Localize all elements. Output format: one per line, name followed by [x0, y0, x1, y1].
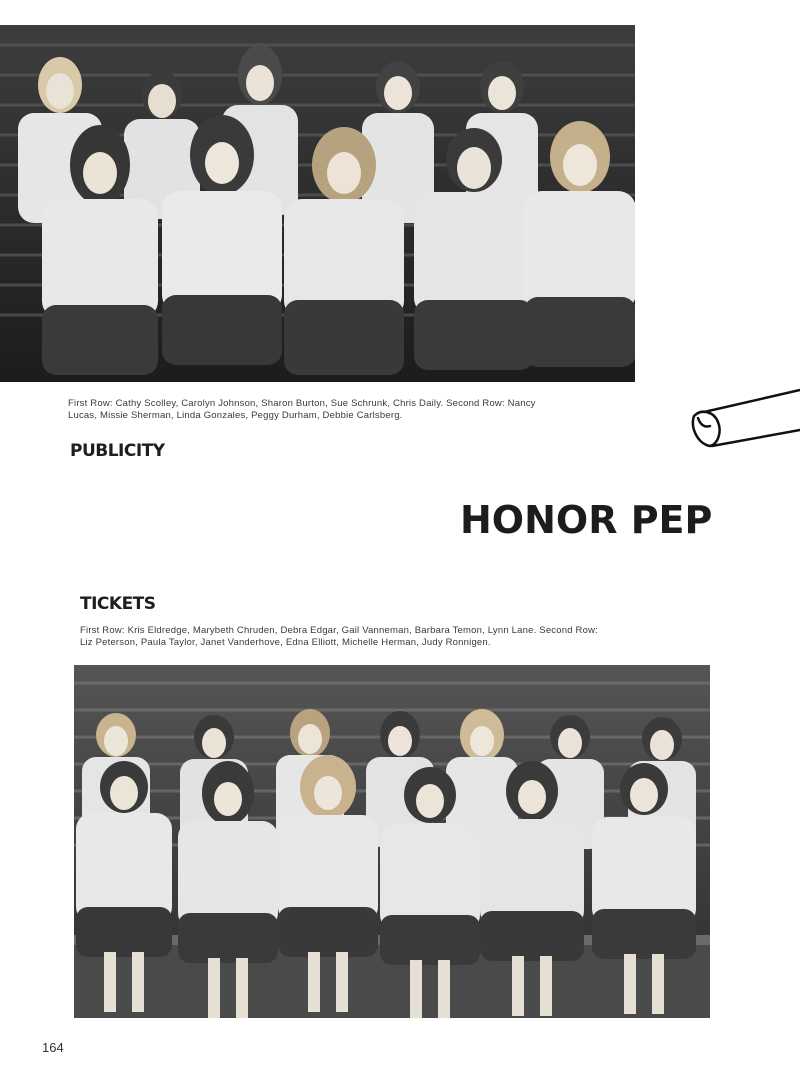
tickets-label: TICKETS — [80, 594, 156, 614]
tickets-caption-line-2: Liz Peterson, Paula Taylor, Janet Vanderhove, Edna Elliott, Michelle Herman, Judy Ronnigen. — [80, 637, 491, 648]
page-number: 164 — [42, 1040, 64, 1055]
publicity-caption-line-2: Lucas, Missie Sherman, Linda Gonzales, Peggy Durham, Debbie Carlsberg. — [68, 410, 403, 421]
tickets-caption-line-1: First Row: Kris Eldredge, Marybeth Chruden, Debra Edgar, Gail Vanneman, Barbara Temon, Lynn Lane. Second Row: — [80, 625, 598, 636]
publicity-label: PUBLICITY — [70, 441, 165, 461]
page-title: HONOR PEP — [460, 498, 713, 542]
publicity-caption-line-1: First Row: Cathy Scolley, Carolyn Johnson, Sharon Burton, Sue Schrunk, Chris Daily. Second Row: Nancy — [68, 398, 536, 409]
tickets-photo — [74, 665, 710, 1018]
tickets-caption — [80, 625, 705, 649]
publicity-photo — [0, 25, 635, 382]
publicity-caption — [68, 398, 628, 422]
megaphone-drawing — [688, 380, 800, 460]
